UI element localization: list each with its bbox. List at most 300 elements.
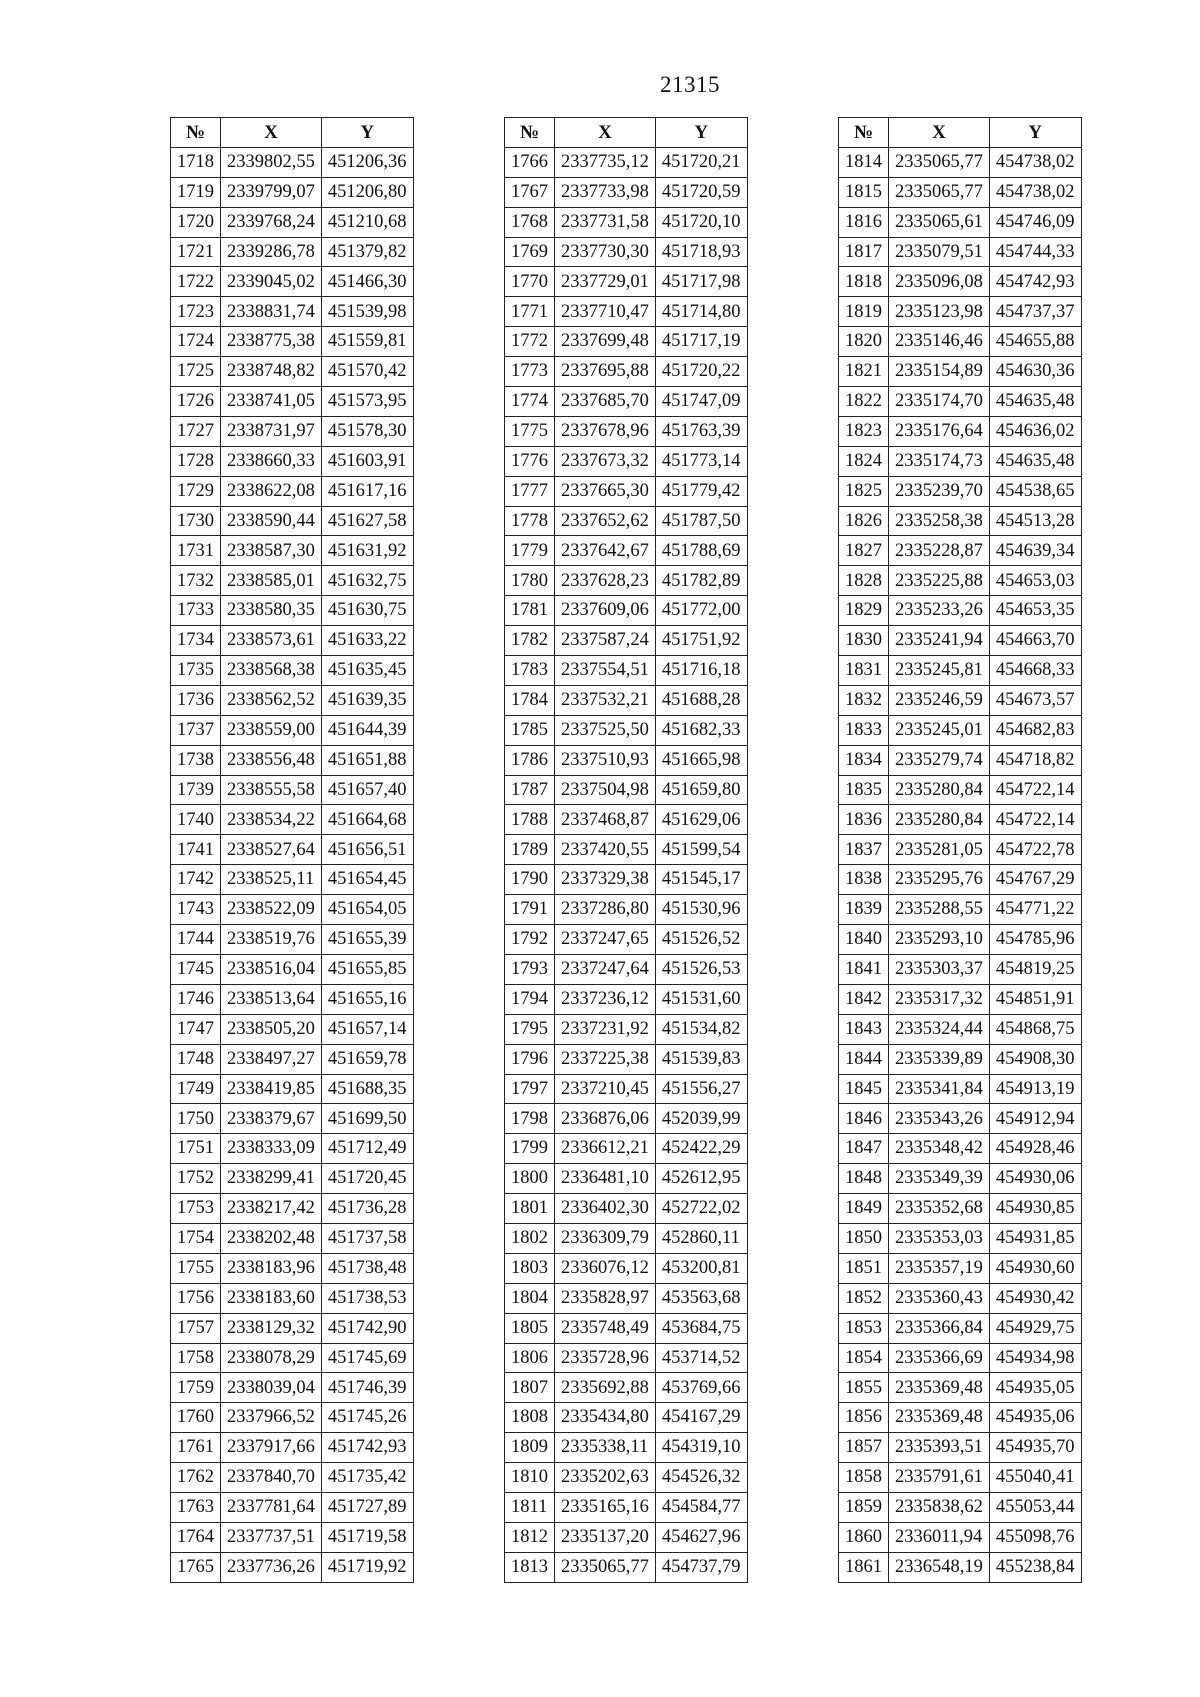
cell-x: 2337731,58 [555, 207, 656, 237]
cell-y: 451655,16 [321, 984, 413, 1014]
cell-x: 2335339,89 [889, 1044, 990, 1074]
cell-x: 2338505,20 [221, 1014, 322, 1044]
cell-number: 1823 [839, 416, 889, 446]
cell-x: 2338573,61 [221, 626, 322, 656]
cell-x: 2336548,19 [889, 1552, 990, 1582]
cell-x: 2335295,76 [889, 865, 990, 895]
cell-x: 2339802,55 [221, 147, 322, 177]
cell-y: 451714,80 [655, 297, 747, 327]
cell-number: 1840 [839, 925, 889, 955]
cell-number: 1857 [839, 1433, 889, 1463]
cell-number: 1828 [839, 566, 889, 596]
cell-y: 453714,52 [655, 1343, 747, 1373]
table-row [505, 685, 748, 715]
table-row [839, 1552, 1082, 1582]
table-row [839, 984, 1082, 1014]
coordinate-table-1 [170, 117, 414, 1583]
cell-y: 451720,59 [655, 177, 747, 207]
table-row [171, 1313, 414, 1343]
table-row [839, 895, 1082, 925]
table-row [505, 416, 748, 446]
cell-number: 1763 [171, 1492, 221, 1522]
table-row [839, 1194, 1082, 1224]
cell-number: 1741 [171, 835, 221, 865]
table-row [839, 1044, 1082, 1074]
table-row [839, 745, 1082, 775]
cell-number: 1856 [839, 1403, 889, 1433]
table-row [171, 925, 414, 955]
cell-x: 2335791,61 [889, 1463, 990, 1493]
cell-number: 1791 [505, 895, 555, 925]
cell-x: 2335176,64 [889, 416, 990, 446]
cell-y: 454928,46 [989, 1134, 1081, 1164]
cell-x: 2336612,21 [555, 1134, 656, 1164]
cell-x: 2337736,26 [221, 1552, 322, 1582]
table-row [839, 685, 1082, 715]
cell-y: 454682,83 [989, 715, 1081, 745]
table-row [171, 1522, 414, 1552]
cell-y: 451599,54 [655, 835, 747, 865]
cell-y: 452722,02 [655, 1194, 747, 1224]
cell-y: 451735,42 [321, 1463, 413, 1493]
cell-number: 1819 [839, 297, 889, 327]
cell-x: 2335233,26 [889, 596, 990, 626]
table-row [839, 506, 1082, 536]
cell-y: 454771,22 [989, 895, 1081, 925]
cell-y: 451738,48 [321, 1253, 413, 1283]
cell-number: 1836 [839, 805, 889, 835]
cell-y: 451526,52 [655, 925, 747, 955]
cell-x: 2335245,01 [889, 715, 990, 745]
table-row [505, 1463, 748, 1493]
cell-y: 454635,48 [989, 446, 1081, 476]
table-row [505, 1403, 748, 1433]
cell-x: 2337699,48 [555, 327, 656, 357]
cell-y: 454935,06 [989, 1403, 1081, 1433]
cell-number: 1834 [839, 745, 889, 775]
coordinate-table-3 [838, 117, 1082, 1583]
cell-number: 1794 [505, 984, 555, 1014]
cell-y: 451717,19 [655, 327, 747, 357]
cell-y: 453769,66 [655, 1373, 747, 1403]
cell-x: 2337737,51 [221, 1522, 322, 1552]
cell-number: 1838 [839, 865, 889, 895]
table-row [171, 1343, 414, 1373]
cell-y: 454319,10 [655, 1433, 747, 1463]
cell-y: 454673,57 [989, 685, 1081, 715]
cell-y: 451632,75 [321, 566, 413, 596]
cell-x: 2335357,19 [889, 1253, 990, 1283]
table-row [839, 835, 1082, 865]
table-row [839, 805, 1082, 835]
cell-x: 2337735,12 [555, 147, 656, 177]
cell-y: 451772,00 [655, 596, 747, 626]
cell-y: 451745,69 [321, 1343, 413, 1373]
cell-number: 1848 [839, 1164, 889, 1194]
cell-y: 454930,42 [989, 1283, 1081, 1313]
cell-y: 451655,85 [321, 954, 413, 984]
table-row [839, 775, 1082, 805]
cell-x: 2338775,38 [221, 327, 322, 357]
cell-number: 1742 [171, 865, 221, 895]
cell-y: 451627,58 [321, 506, 413, 536]
cell-x: 2338522,09 [221, 895, 322, 925]
cell-number: 1809 [505, 1433, 555, 1463]
cell-x: 2337733,98 [555, 177, 656, 207]
cell-y: 454668,33 [989, 656, 1081, 686]
cell-y: 451466,30 [321, 267, 413, 297]
cell-x: 2335228,87 [889, 536, 990, 566]
cell-number: 1813 [505, 1552, 555, 1582]
cell-y: 454744,33 [989, 237, 1081, 267]
table-row [839, 1433, 1082, 1463]
cell-y: 453563,68 [655, 1283, 747, 1313]
cell-number: 1832 [839, 685, 889, 715]
cell-y: 451657,40 [321, 775, 413, 805]
cell-x: 2336309,79 [555, 1223, 656, 1253]
cell-y: 454584,77 [655, 1492, 747, 1522]
cell-y: 451779,42 [655, 476, 747, 506]
cell-y: 451717,98 [655, 267, 747, 297]
cell-number: 1754 [171, 1223, 221, 1253]
table-row [171, 387, 414, 417]
cell-x: 2337665,30 [555, 476, 656, 506]
header-number: № [839, 118, 889, 148]
cell-y: 454742,93 [989, 267, 1081, 297]
cell-y: 454913,19 [989, 1074, 1081, 1104]
cell-number: 1854 [839, 1343, 889, 1373]
cell-number: 1765 [171, 1552, 221, 1582]
cell-x: 2335748,49 [555, 1313, 656, 1343]
cell-x: 2335434,80 [555, 1403, 656, 1433]
cell-number: 1793 [505, 954, 555, 984]
header-x: X [221, 118, 322, 148]
cell-y: 451603,91 [321, 446, 413, 476]
table-row [171, 566, 414, 596]
cell-number: 1799 [505, 1134, 555, 1164]
table-row [171, 1253, 414, 1283]
cell-number: 1787 [505, 775, 555, 805]
cell-number: 1789 [505, 835, 555, 865]
cell-y: 451746,39 [321, 1373, 413, 1403]
table-row [171, 207, 414, 237]
cell-number: 1841 [839, 954, 889, 984]
cell-number: 1831 [839, 656, 889, 686]
cell-number: 1749 [171, 1074, 221, 1104]
table-row [839, 387, 1082, 417]
cell-y: 451631,92 [321, 536, 413, 566]
cell-y: 451742,90 [321, 1313, 413, 1343]
cell-x: 2335352,68 [889, 1194, 990, 1224]
cell-x: 2338556,48 [221, 745, 322, 775]
cell-y: 453200,81 [655, 1253, 747, 1283]
cell-x: 2335293,10 [889, 925, 990, 955]
table-row [171, 656, 414, 686]
cell-x: 2335369,48 [889, 1403, 990, 1433]
cell-number: 1847 [839, 1134, 889, 1164]
cell-number: 1845 [839, 1074, 889, 1104]
cell-x: 2335366,69 [889, 1343, 990, 1373]
table-row [505, 1283, 748, 1313]
table-row [505, 895, 748, 925]
cell-x: 2337554,51 [555, 656, 656, 686]
cell-number: 1806 [505, 1343, 555, 1373]
cell-number: 1795 [505, 1014, 555, 1044]
table-row [839, 1104, 1082, 1134]
cell-y: 451727,89 [321, 1492, 413, 1522]
cell-number: 1770 [505, 267, 555, 297]
cell-number: 1739 [171, 775, 221, 805]
cell-number: 1824 [839, 446, 889, 476]
cell-number: 1782 [505, 626, 555, 656]
cell-number: 1775 [505, 416, 555, 446]
cell-x: 2336076,12 [555, 1253, 656, 1283]
cell-y: 451206,80 [321, 177, 413, 207]
cell-x: 2335123,98 [889, 297, 990, 327]
cell-number: 1718 [171, 147, 221, 177]
cell-y: 451716,18 [655, 656, 747, 686]
cell-x: 2338622,08 [221, 476, 322, 506]
cell-number: 1808 [505, 1403, 555, 1433]
cell-x: 2338731,97 [221, 416, 322, 446]
cell-x: 2337231,92 [555, 1014, 656, 1044]
table-row [839, 715, 1082, 745]
table-row [171, 327, 414, 357]
cell-x: 2338202,48 [221, 1223, 322, 1253]
table-row [171, 895, 414, 925]
table-row [505, 207, 748, 237]
cell-number: 1827 [839, 536, 889, 566]
table-row [505, 656, 748, 686]
cell-x: 2335341,84 [889, 1074, 990, 1104]
table-row [839, 865, 1082, 895]
table-row [171, 1552, 414, 1582]
cell-x: 2335317,32 [889, 984, 990, 1014]
cell-x: 2338831,74 [221, 297, 322, 327]
cell-x: 2338129,32 [221, 1313, 322, 1343]
cell-y: 451651,88 [321, 745, 413, 775]
cell-x: 2337504,98 [555, 775, 656, 805]
table-row [839, 626, 1082, 656]
cell-y: 454767,29 [989, 865, 1081, 895]
cell-x: 2337247,64 [555, 954, 656, 984]
cell-number: 1817 [839, 237, 889, 267]
cell-x: 2337468,87 [555, 805, 656, 835]
cell-number: 1860 [839, 1522, 889, 1552]
cell-number: 1811 [505, 1492, 555, 1522]
cell-number: 1851 [839, 1253, 889, 1283]
table-row [839, 207, 1082, 237]
table-row [505, 1194, 748, 1224]
table-row [505, 835, 748, 865]
cell-y: 451712,49 [321, 1134, 413, 1164]
cell-x: 2337917,66 [221, 1433, 322, 1463]
cell-number: 1743 [171, 895, 221, 925]
cell-number: 1858 [839, 1463, 889, 1493]
cell-x: 2337730,30 [555, 237, 656, 267]
cell-y: 455053,44 [989, 1492, 1081, 1522]
table-row [171, 357, 414, 387]
table-row [505, 626, 748, 656]
table-row [839, 476, 1082, 506]
table-row [839, 1373, 1082, 1403]
table-row [839, 267, 1082, 297]
cell-number: 1818 [839, 267, 889, 297]
cell-y: 451578,30 [321, 416, 413, 446]
cell-x: 2335349,39 [889, 1164, 990, 1194]
table-row [171, 476, 414, 506]
header-x: X [555, 118, 656, 148]
cell-x: 2338217,42 [221, 1194, 322, 1224]
cell-y: 454627,96 [655, 1522, 747, 1552]
cell-number: 1821 [839, 357, 889, 387]
cell-x: 2338497,27 [221, 1044, 322, 1074]
cell-number: 1843 [839, 1014, 889, 1044]
table-row [171, 745, 414, 775]
cell-y: 451659,78 [321, 1044, 413, 1074]
table-row [505, 476, 748, 506]
cell-y: 451782,89 [655, 566, 747, 596]
cell-x: 2339799,07 [221, 177, 322, 207]
cell-y: 454722,78 [989, 835, 1081, 865]
cell-x: 2335353,03 [889, 1223, 990, 1253]
cell-x: 2337966,52 [221, 1403, 322, 1433]
table-row [839, 1253, 1082, 1283]
cell-number: 1727 [171, 416, 221, 446]
table-row [839, 1283, 1082, 1313]
table-row [171, 685, 414, 715]
cell-y: 451526,53 [655, 954, 747, 984]
cell-x: 2337286,80 [555, 895, 656, 925]
header-number: № [171, 118, 221, 148]
cell-y: 451210,68 [321, 207, 413, 237]
table-row [171, 297, 414, 327]
table-row [839, 177, 1082, 207]
cell-y: 451699,50 [321, 1104, 413, 1134]
table-row [171, 1014, 414, 1044]
table-row [171, 1223, 414, 1253]
cell-y: 454663,70 [989, 626, 1081, 656]
cell-y: 454538,65 [989, 476, 1081, 506]
coordinate-table-2 [504, 117, 748, 1583]
cell-number: 1756 [171, 1283, 221, 1313]
table-row [171, 715, 414, 745]
cell-x: 2339045,02 [221, 267, 322, 297]
cell-y: 451657,14 [321, 1014, 413, 1044]
table-row [171, 267, 414, 297]
table-row [839, 1313, 1082, 1343]
cell-x: 2335258,38 [889, 506, 990, 536]
cell-y: 451751,92 [655, 626, 747, 656]
table-row [839, 925, 1082, 955]
cell-y: 454722,14 [989, 775, 1081, 805]
table-row [839, 1403, 1082, 1433]
table-row [171, 1164, 414, 1194]
cell-x: 2337420,55 [555, 835, 656, 865]
cell-x: 2337247,65 [555, 925, 656, 955]
cell-number: 1852 [839, 1283, 889, 1313]
cell-x: 2335338,11 [555, 1433, 656, 1463]
table-row [171, 1433, 414, 1463]
cell-y: 451745,26 [321, 1403, 413, 1433]
cell-x: 2335245,81 [889, 656, 990, 686]
cell-number: 1785 [505, 715, 555, 745]
cell-x: 2338183,96 [221, 1253, 322, 1283]
cell-number: 1764 [171, 1522, 221, 1552]
table-header-row [505, 118, 748, 148]
cell-y: 451720,10 [655, 207, 747, 237]
cell-number: 1769 [505, 237, 555, 267]
table-row [171, 446, 414, 476]
cell-number: 1735 [171, 656, 221, 686]
cell-y: 451545,17 [655, 865, 747, 895]
table-row [505, 775, 748, 805]
table-row [171, 954, 414, 984]
cell-x: 2338568,38 [221, 656, 322, 686]
cell-y: 454935,70 [989, 1433, 1081, 1463]
table-row [839, 1343, 1082, 1373]
table-row [839, 446, 1082, 476]
table-row [171, 1283, 414, 1313]
cell-number: 1746 [171, 984, 221, 1014]
cell-y: 454655,88 [989, 327, 1081, 357]
cell-y: 455098,76 [989, 1522, 1081, 1552]
cell-x: 2335241,94 [889, 626, 990, 656]
cell-x: 2336011,94 [889, 1522, 990, 1552]
cell-x: 2337510,93 [555, 745, 656, 775]
cell-x: 2335174,70 [889, 387, 990, 417]
cell-y: 451539,98 [321, 297, 413, 327]
cell-number: 1815 [839, 177, 889, 207]
cell-x: 2338585,01 [221, 566, 322, 596]
table-header-row [171, 118, 414, 148]
table-row [839, 237, 1082, 267]
cell-x: 2335239,70 [889, 476, 990, 506]
cell-x: 2335393,51 [889, 1433, 990, 1463]
table-row [839, 327, 1082, 357]
cell-y: 451629,06 [655, 805, 747, 835]
cell-x: 2337225,38 [555, 1044, 656, 1074]
cell-number: 1758 [171, 1343, 221, 1373]
cell-number: 1804 [505, 1283, 555, 1313]
cell-y: 454930,85 [989, 1194, 1081, 1224]
table-row [505, 1492, 748, 1522]
table-row [171, 177, 414, 207]
table-row [505, 1313, 748, 1343]
cell-number: 1829 [839, 596, 889, 626]
cell-y: 451719,92 [321, 1552, 413, 1582]
cell-y: 451644,39 [321, 715, 413, 745]
cell-y: 451688,28 [655, 685, 747, 715]
table-row [505, 954, 748, 984]
cell-number: 1826 [839, 506, 889, 536]
cell-x: 2337710,47 [555, 297, 656, 327]
table-row [171, 1463, 414, 1493]
table-row [505, 536, 748, 566]
table-row [171, 506, 414, 536]
cell-x: 2335065,77 [889, 177, 990, 207]
table-row [839, 1492, 1082, 1522]
cell-number: 1801 [505, 1194, 555, 1224]
table-row [839, 566, 1082, 596]
cell-number: 1837 [839, 835, 889, 865]
cell-y: 454868,75 [989, 1014, 1081, 1044]
cell-number: 1752 [171, 1164, 221, 1194]
cell-number: 1732 [171, 566, 221, 596]
cell-x: 2337729,01 [555, 267, 656, 297]
cell-x: 2338513,64 [221, 984, 322, 1014]
table-row [505, 1134, 748, 1164]
